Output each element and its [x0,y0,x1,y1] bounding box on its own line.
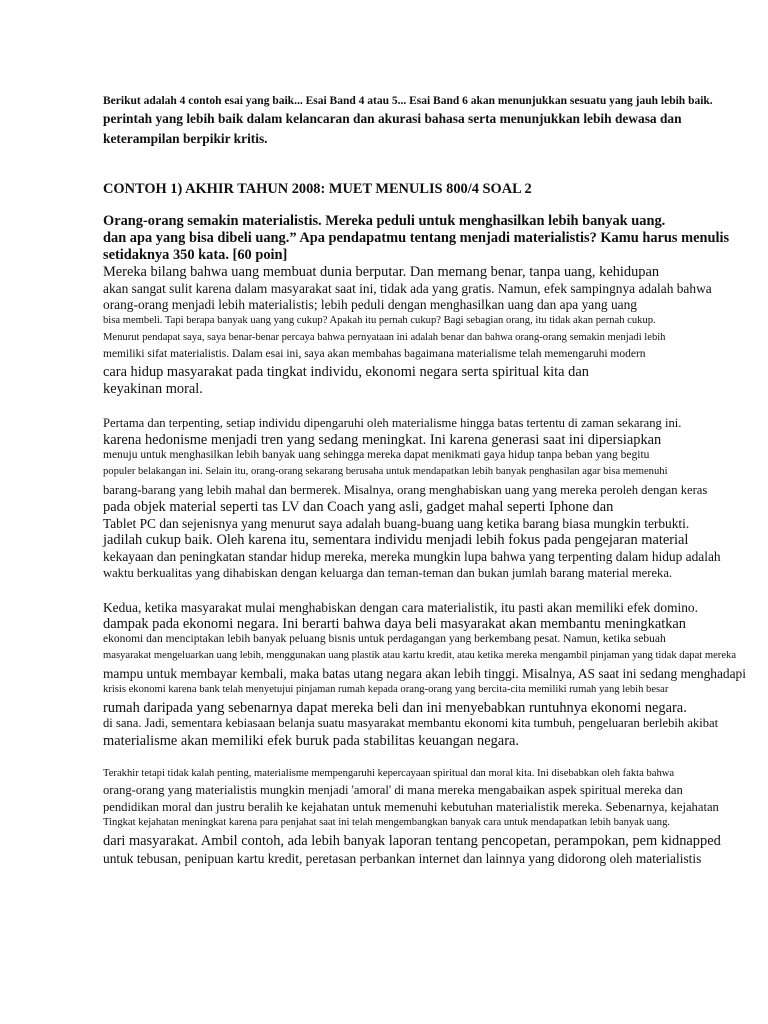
paragraph-line: Kedua, ketika masyarakat mulai menghabiskan dengan cara materialistik, itu pasti akan memiliki efek domino. [103,600,698,615]
paragraph-line: Tablet PC dan sejenisnya yang menurut saya adalah buang-buang uang ketika barang biasa mungkin terbukti. [103,516,690,531]
paragraph-line: di sana. Jadi, sementara kebiasaan belanja suatu masyarakat membantu ekonomi kita tumbuh, pengeluaran berlebih akibat [103,716,719,730]
paragraph-line: kekayaan dan peningkatan standar hidup mereka, mereka mungkin lupa bahwa yang terpenting dalam hidup adalah [103,549,721,564]
question-line: dan apa yang bisa dibeli uang.” Apa pendapatmu tentang menjadi materialistis? Kamu harus menulis [103,230,730,246]
intro-line: keterampilan berpikir kritis. [103,131,268,146]
paragraph-line: waktu berkualitas yang dihabiskan dengan keluarga dan teman-teman dan bukan jumlah barang material mereka. [103,566,673,580]
paragraph-line: krisis ekonomi karena bank telah menyetujui pinjaman rumah kepada orang-orang yang bercita-cita memiliki rumah yang lebih besar [103,684,669,695]
paragraph-line: pendidikan moral dan justru beralih ke kejahatan untuk memenuhi kebutuhan materialistik mereka. Sebenarnya, kejahatan [103,800,719,814]
paragraph-line: Pertama dan terpenting, setiap individu dipengaruhi oleh materialisme hingga batas tertentu di zaman sekarang ini. [103,416,682,430]
paragraph-line: dari masyarakat. Ambil contoh, ada lebih banyak laporan tentang pencopetan, perampokan, pem kidnapped [103,833,721,849]
paragraph-line: akan sangat sulit karena dalam masyarakat saat ini, tidak ada yang gratis. Namun, efek sampingnya adalah bahwa [103,281,712,296]
paragraph-line: rumah daripada yang sebenarnya dapat mereka beli dan ini menyebabkan runtuhnya ekonomi negara. [103,700,687,716]
paragraph-line: cara hidup masyarakat pada tingkat individu, ekonomi negara serta spiritual kita dan [103,364,589,380]
paragraph-line: Menurut pendapat saya, saya benar-benar percaya bahwa pernyataan ini adalah benar dan bahwa orang-orang semakin menjadi lebih [103,332,666,343]
section-heading: CONTOH 1) AKHIR TAHUN 2008: MUET MENULIS 800/4 SOAL 2 [103,181,532,197]
paragraph-line: materialisme akan memiliki efek buruk pada stabilitas keuangan negara. [103,733,519,749]
paragraph-line: orang-orang menjadi lebih materialistis; lebih peduli dengan menghasilkan uang dan apa yang uang [103,297,637,312]
paragraph-line: Mereka bilang bahwa uang membuat dunia berputar. Dan memang benar, tanpa uang, kehidupan [103,264,660,280]
paragraph-line: untuk tebusan, penipuan kartu kredit, peretasan perbankan internet dan lainnya yang didorong oleh materialistis [103,851,702,866]
paragraph-line: orang-orang yang materialistis mungkin menjadi 'amoral' di mana mereka mengabaikan aspek spiritual mereka dan [103,783,683,797]
question-line: setidaknya 350 kata. [60 poin] [103,247,288,263]
paragraph-line: karena hedonisme menjadi tren yang sedang meningkat. Ini karena generasi saat ini dipersiapkan [103,432,662,448]
paragraph-line: dampak pada ekonomi negara. Ini berarti bahwa daya beli masyarakat akan membantu meningkatkan [103,616,686,632]
paragraph-line: jadilah cukup baik. Oleh karena itu, sementara individu menjadi lebih fokus pada pengejaran material [103,532,689,548]
paragraph-line: memiliki sifat materialistis. Dalam esai ini, saya akan membahas bagaimana materialisme telah memengaruhi modern [103,348,646,360]
intro-line: perintah yang lebih baik dalam kelancaran dan akurasi bahasa serta menunjukkan lebih dewasa dan [103,111,682,126]
paragraph-line: ekonomi dan menciptakan lebih banyak peluang bisnis untuk perdagangan yang berkembang pesat. Namun, ketika sebuah [103,633,666,645]
paragraph-line: barang-barang yang lebih mahal dan bermerek. Misalnya, orang menghabiskan uang yang mereka peroleh dengan keras [103,483,708,497]
paragraph-line: Terakhir tetapi tidak kalah penting, materialisme mempengaruhi kepercayaan spiritual dan moral kita. Ini disebabkan oleh fakta bahwa [103,768,675,779]
paragraph-line: menuju untuk menghasilkan lebih banyak uang sehingga mereka dapat menikmati gaya hidup tanpa beban yang begitu [103,449,650,461]
paragraph-line: populer belakangan ini. Selain itu, orang-orang sekarang berusaha untuk mendapatkan lebih banyak penghasilan agar bisa memenuhi [103,466,668,477]
paragraph-line: pada objek material seperti tas LV dan Coach yang asli, gadget mahal seperti Iphone dan [103,499,614,515]
intro-line: Berikut adalah 4 contoh esai yang baik... Esai Band 4 atau 5... Esai Band 6 akan menunjukkan sesuatu yang jauh lebih baik. [103,95,713,107]
paragraph-line: keyakinan moral. [103,381,203,397]
paragraph-line: bisa membeli. Tapi berapa banyak uang yang cukup? Apakah itu pernah cukup? Bagi sebagian orang, itu tidak akan pernah cukup. [103,315,656,326]
paragraph-line: mampu untuk membayar kembali, maka batas utang negara akan lebih tinggi. Misalnya, AS saat ini sedang menghadapi [103,666,746,681]
question-line: Orang-orang semakin materialistis. Mereka peduli untuk menghasilkan lebih banyak uang. [103,213,666,229]
paragraph-line: masyarakat mengeluarkan uang lebih, menggunakan uang plastik atau kartu kredit, atau ketika mereka mengambil pinjaman yang tidak dapat mereka [103,650,737,661]
paragraph-line: Tingkat kejahatan meningkat karena para penjahat saat ini telah mengembangkan banyak cara untuk mendapatkan lebih banyak uang. [103,817,671,828]
